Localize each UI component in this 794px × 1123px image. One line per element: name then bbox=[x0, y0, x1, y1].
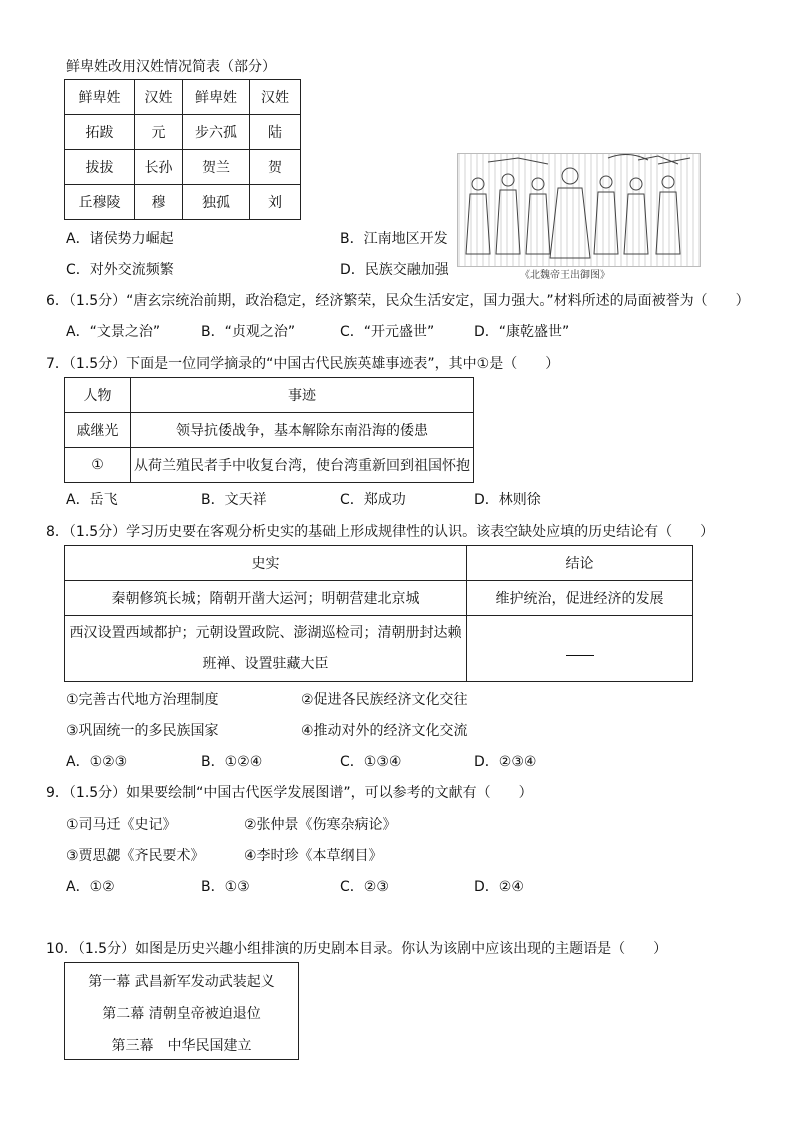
act-1: 第一幕 武昌新军发动武装起义 bbox=[88, 974, 275, 990]
q8-stem: 8．（1.5分）学习历史要在客观分析史实的基础上形成规律性的认识。该表空缺处应填的历史结论有（ ） bbox=[46, 524, 715, 540]
table-cell: 丘穆陵 bbox=[65, 185, 135, 220]
option-d[interactable]: D．②③④ bbox=[474, 754, 537, 770]
q7-hero-table bbox=[64, 377, 474, 483]
statement-2: ②张仲景《伤寒杂病论》 bbox=[244, 817, 397, 833]
procession-figures-image bbox=[458, 154, 700, 266]
script-contents-box bbox=[64, 962, 299, 1060]
table-cell: 长孙 bbox=[135, 150, 183, 185]
option-a[interactable]: A．“文景之治” bbox=[66, 324, 161, 340]
table-header-cell: 事迹 bbox=[131, 378, 474, 413]
blank-line bbox=[566, 641, 594, 656]
q8-facts-table bbox=[64, 545, 693, 682]
option-a[interactable]: A．诸侯势力崛起 bbox=[66, 231, 174, 247]
option-c[interactable]: C．②③ bbox=[340, 879, 389, 895]
option-d[interactable]: D．民族交融加强 bbox=[340, 262, 449, 278]
table-cell: 戚继光 bbox=[65, 413, 131, 448]
table-cell: 汉姓 bbox=[135, 80, 183, 115]
statement-1: ①完善古代地方治理制度 bbox=[66, 692, 219, 708]
table-cell bbox=[65, 616, 467, 682]
table-cell: 领导抗倭战争，基本解除东南沿海的倭患 bbox=[131, 413, 474, 448]
table-cell: 穆 bbox=[135, 185, 183, 220]
table-header-cell: 结论 bbox=[467, 546, 693, 581]
table-header-cell: 史实 bbox=[65, 546, 467, 581]
table-cell: 贺兰 bbox=[183, 150, 250, 185]
option-c[interactable]: C．“开元盛世” bbox=[340, 324, 435, 340]
table-cell: 维护统治，促进经济的发展 bbox=[467, 581, 693, 616]
q7-stem: 7．（1.5分）下面是一位同学摘录的“中国古代民族英雄事迹表”，其中①是（ ） bbox=[46, 356, 560, 372]
option-b[interactable]: B．文天祥 bbox=[201, 492, 267, 508]
option-a[interactable]: A．①② bbox=[66, 879, 115, 895]
table-cell: ① bbox=[65, 448, 131, 483]
blank-answer-cell bbox=[467, 616, 693, 682]
option-d[interactable]: D．②④ bbox=[474, 879, 524, 895]
table-cell: 秦朝修筑长城；隋朝开凿大运河；明朝营建北京城 bbox=[65, 581, 467, 616]
table-cell: 汉姓 bbox=[250, 80, 301, 115]
figure-caption: 《北魏帝王出御图》 bbox=[520, 270, 610, 281]
table-cell: 拓跋 bbox=[65, 115, 135, 150]
table-cell: 鲜卑姓 bbox=[65, 80, 135, 115]
table-cell: 刘 bbox=[250, 185, 301, 220]
act-3: 第三幕 中华民国建立 bbox=[111, 1038, 252, 1054]
statement-1: ①司马迁《史记》 bbox=[66, 817, 177, 833]
statement-2: ②促进各民族经济文化交往 bbox=[301, 692, 468, 708]
statement-4: ④李时珍《本草纲目》 bbox=[244, 848, 383, 864]
statement-3: ③巩固统一的多民族国家 bbox=[66, 723, 219, 739]
option-c[interactable]: C．郑成功 bbox=[340, 492, 406, 508]
option-c[interactable]: C．①③④ bbox=[340, 754, 402, 770]
option-d[interactable]: D．“康乾盛世” bbox=[474, 324, 570, 340]
option-d[interactable]: D．林则徐 bbox=[474, 492, 541, 508]
table-header-cell: 人物 bbox=[65, 378, 131, 413]
q5-surname-table bbox=[64, 79, 301, 220]
q6-stem: 6．（1.5分）“唐玄宗统治前期，政治稳定，经济繁荣，民众生活安定，国力强大。”材料所述的局面被誉为（ ） bbox=[46, 293, 750, 309]
q10-stem: 10．（1.5分）如图是历史兴趣小组排演的历史剧本目录。你认为该剧中应该出现的主题语是（ ） bbox=[46, 941, 668, 957]
table-cell: 独孤 bbox=[183, 185, 250, 220]
table-cell: 拔拔 bbox=[65, 150, 135, 185]
northern-wei-emperor-illustration bbox=[457, 153, 701, 267]
table-cell: 贺 bbox=[250, 150, 301, 185]
table-cell-line: 西汉设置西域都护；元朝设置政院、澎湖巡检司；清朝册封达赖 bbox=[69, 624, 462, 641]
option-b[interactable]: B．“贞观之治” bbox=[201, 324, 296, 340]
table-cell: 步六孤 bbox=[183, 115, 250, 150]
table-cell-line: 班禅、设置驻藏大臣 bbox=[202, 655, 329, 672]
option-a[interactable]: A．①②③ bbox=[66, 754, 128, 770]
option-b[interactable]: B．江南地区开发 bbox=[340, 231, 448, 247]
option-b[interactable]: B．①③ bbox=[201, 879, 250, 895]
act-2: 第二幕 清朝皇帝被迫退位 bbox=[102, 1006, 261, 1022]
table-cell: 陆 bbox=[250, 115, 301, 150]
q5-table-title: 鲜卑姓改用汉姓情况简表（部分） bbox=[66, 59, 276, 75]
option-c[interactable]: C．对外交流频繁 bbox=[66, 262, 174, 278]
q9-stem: 9．（1.5分）如果要绘制“中国古代医学发展图谱”，可以参考的文献有（ ） bbox=[46, 785, 533, 801]
option-b[interactable]: B．①②④ bbox=[201, 754, 263, 770]
table-cell: 元 bbox=[135, 115, 183, 150]
statement-3: ③贾思勰《齐民要术》 bbox=[66, 848, 205, 864]
table-cell: 从荷兰殖民者手中收复台湾，使台湾重新回到祖国怀抱 bbox=[131, 448, 474, 483]
option-a[interactable]: A．岳飞 bbox=[66, 492, 118, 508]
statement-4: ④推动对外的经济文化交流 bbox=[301, 723, 468, 739]
table-cell: 鲜卑姓 bbox=[183, 80, 250, 115]
